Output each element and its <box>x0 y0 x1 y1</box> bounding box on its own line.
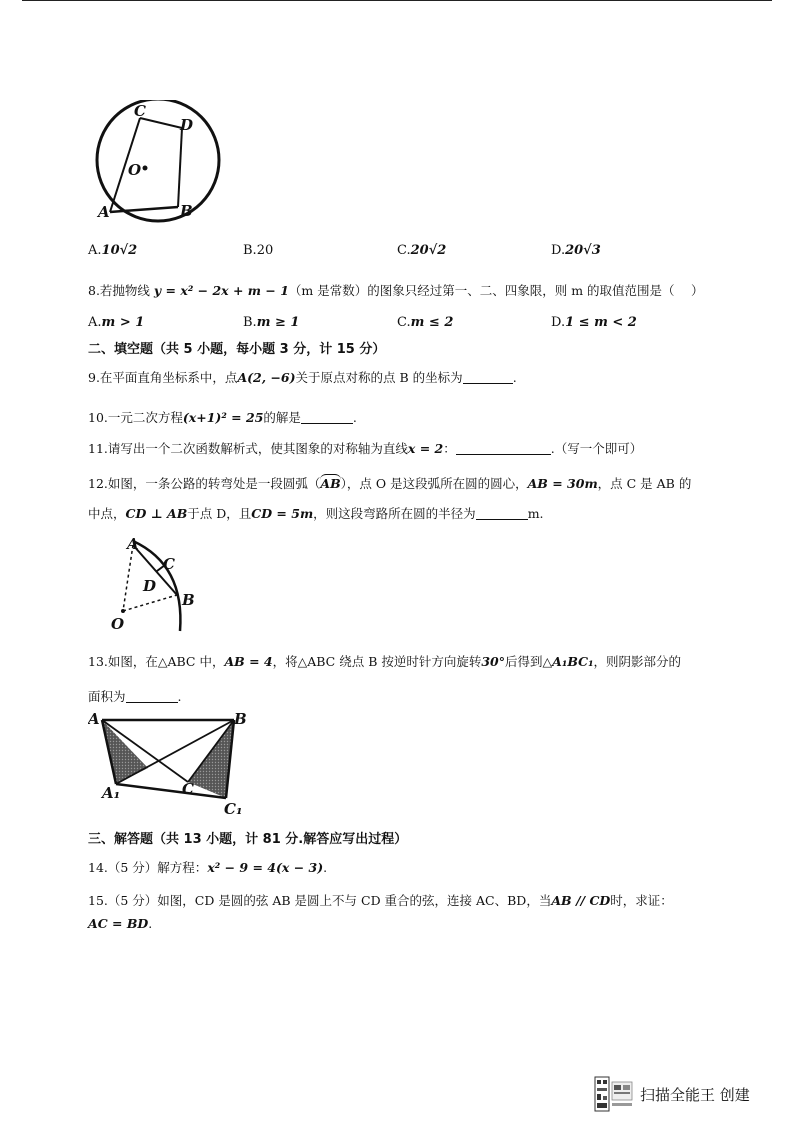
q8-option-c: C.m ≤ 2 <box>397 315 454 330</box>
q7-option-b: B.20 <box>243 243 274 258</box>
fig7-label-b: B <box>180 202 193 220</box>
fig12-label-d: D <box>143 577 157 595</box>
answer-blank-q11[interactable] <box>456 441 551 455</box>
question-12-line-1: 12.如图，一条公路的转弯处是一段圆弧（AB），点 O 是这段弧所在圆的圆心，AB = 30m，点 C 是 AB 的 <box>88 476 692 491</box>
watermark-text: 扫描全能王 创建 <box>640 1085 750 1104</box>
question-11: 11.请写出一个二次函数解析式，使其图象的对称轴为直线x = 2： .（写一个即可） <box>88 441 643 456</box>
question-13-line-2: 面积为 . <box>88 689 182 704</box>
fig7-label-o: O <box>128 161 142 179</box>
answer-blank-q10[interactable] <box>301 410 353 424</box>
fig12-label-c: C <box>163 555 175 573</box>
q7-option-a: A.10√2 <box>88 243 138 258</box>
question-15-line-2: AC = BD. <box>88 916 153 931</box>
fig12-label-o: O <box>111 615 125 633</box>
fig7-label-d: D <box>180 116 194 134</box>
fig12-label-b: B <box>182 591 195 609</box>
top-rule <box>22 0 772 1</box>
question-10: 10.一元二次方程(x+1)² = 25的解是 . <box>88 410 357 425</box>
question-15-line-1: 15.（5 分）如图，CD 是圆的弦 AB 是圆上不与 CD 重合的弦，连接 AC、BD，当AB // CD时，求证： <box>88 893 673 908</box>
q8-option-d: D.1 ≤ m < 2 <box>551 315 637 330</box>
fig13-label-b: B <box>234 710 247 728</box>
section-2-heading: 二、填空题（共 5 小题，每小题 3 分，计 15 分） <box>88 342 386 357</box>
question-9: 9.在平面直角坐标系中，点A(2, −6)关于原点对称的点 B 的坐标为 . <box>88 370 517 385</box>
answer-blank-q13[interactable] <box>126 689 178 703</box>
fig7-label-c: C <box>134 102 146 120</box>
section-3-heading: 三、解答题（共 13 小题，计 81 分.解答应写出过程） <box>88 832 408 847</box>
qr-logo-icon <box>594 1076 634 1112</box>
figure-q7-circle <box>88 100 238 225</box>
answer-blank-q9[interactable] <box>463 370 513 384</box>
q7-option-d: D.20√3 <box>551 243 601 258</box>
scanner-watermark <box>594 1076 750 1112</box>
fig13-label-c: C <box>182 780 194 798</box>
question-13-line-1: 13.如图，在△ABC 中，AB = 4，将△ABC 绕点 B 按逆时针方向旋转30°后得到△A₁BC₁，则阴影部分的 <box>88 654 682 669</box>
fig13-label-a: A <box>88 710 100 728</box>
q8-option-b: B.m ≥ 1 <box>243 315 300 330</box>
fig7-label-a: A <box>98 203 110 221</box>
question-14: 14.（5 分）解方程：x² − 9 = 4(x − 3). <box>88 860 328 875</box>
figure-q12-arc <box>105 535 215 635</box>
q7-option-c: C.20√2 <box>397 243 447 258</box>
fig12-label-a: A <box>127 535 139 553</box>
answer-blank-q12[interactable] <box>476 506 528 520</box>
fig13-label-c1: C₁ <box>224 800 243 818</box>
question-12-line-2: 中点，CD ⊥ AB于点 D，且CD = 5m，则这段弯路所在圆的半径为 m. <box>88 506 544 521</box>
q8-option-a: A.m > 1 <box>88 315 145 330</box>
arc-ab-symbol: AB <box>320 476 341 491</box>
question-8: 8.若抛物线 y = x² − 2x + m − 1（m 是常数）的图象只经过第一、二、四象限，则 m 的取值范围是（ ） <box>88 283 704 298</box>
figure-q13-rotation <box>88 710 248 820</box>
fig13-label-a1: A₁ <box>102 784 121 802</box>
